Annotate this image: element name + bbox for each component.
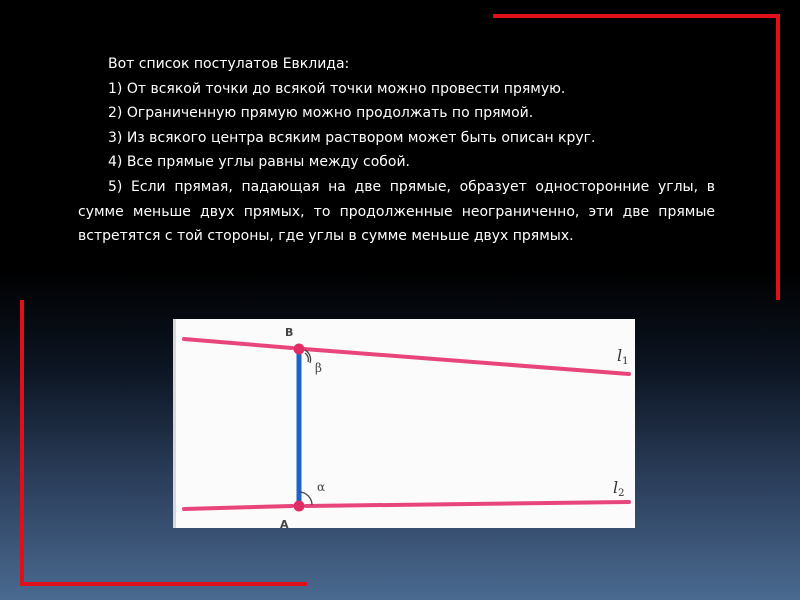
angle-beta-arc-inner [305, 353, 308, 362]
line-l2-label [613, 478, 625, 499]
postulate-4: 4) Все прямые углы равны между собой. [108, 154, 411, 171]
parallel-postulate-figure [173, 319, 635, 528]
line-l1-letter: l [617, 346, 623, 365]
point-a [294, 501, 305, 512]
line-l1-left [184, 339, 292, 348]
line-l2 [306, 502, 629, 506]
postulates-heading: Вот список постулатов Евклида: [108, 56, 350, 72]
line-l2-subscript: 2 [618, 488, 625, 499]
point-b [294, 344, 305, 355]
angle-beta-label: β [315, 361, 322, 375]
postulates-text [78, 52, 715, 249]
frame-top-bar [493, 14, 780, 18]
frame-bottom-bar [20, 582, 307, 586]
figure-drawing [176, 319, 635, 528]
line-l1-subscript: 1 [622, 356, 629, 367]
line-l2-left [184, 506, 292, 509]
postulate-1: 1) От всякой точки до всякой точки можно провести прямую. [108, 80, 566, 97]
point-b-label: B [285, 326, 294, 339]
postulate-3: 3) Из всякого центра всяким раствором может быть описан круг. [108, 129, 596, 146]
frame-left-bar [20, 300, 24, 586]
line-l1 [304, 349, 629, 374]
angle-alpha-label: α [317, 480, 326, 494]
postulate-5: 5) Если прямая, падающая на две прямые, образует односторонние углы, в сумме меньше двух прямых, то продолженные неограниченно, эти две прямые встретятся с той стороны, где углы в сумме меньше двух прямых. [78, 178, 715, 245]
frame-right-bar [776, 14, 780, 300]
line-l2-letter: l [613, 478, 619, 497]
line-l1-label [617, 346, 629, 367]
postulate-2: 2) Ограниченную прямую можно продолжать по прямой. [108, 105, 534, 122]
point-a-label: A [280, 518, 289, 528]
